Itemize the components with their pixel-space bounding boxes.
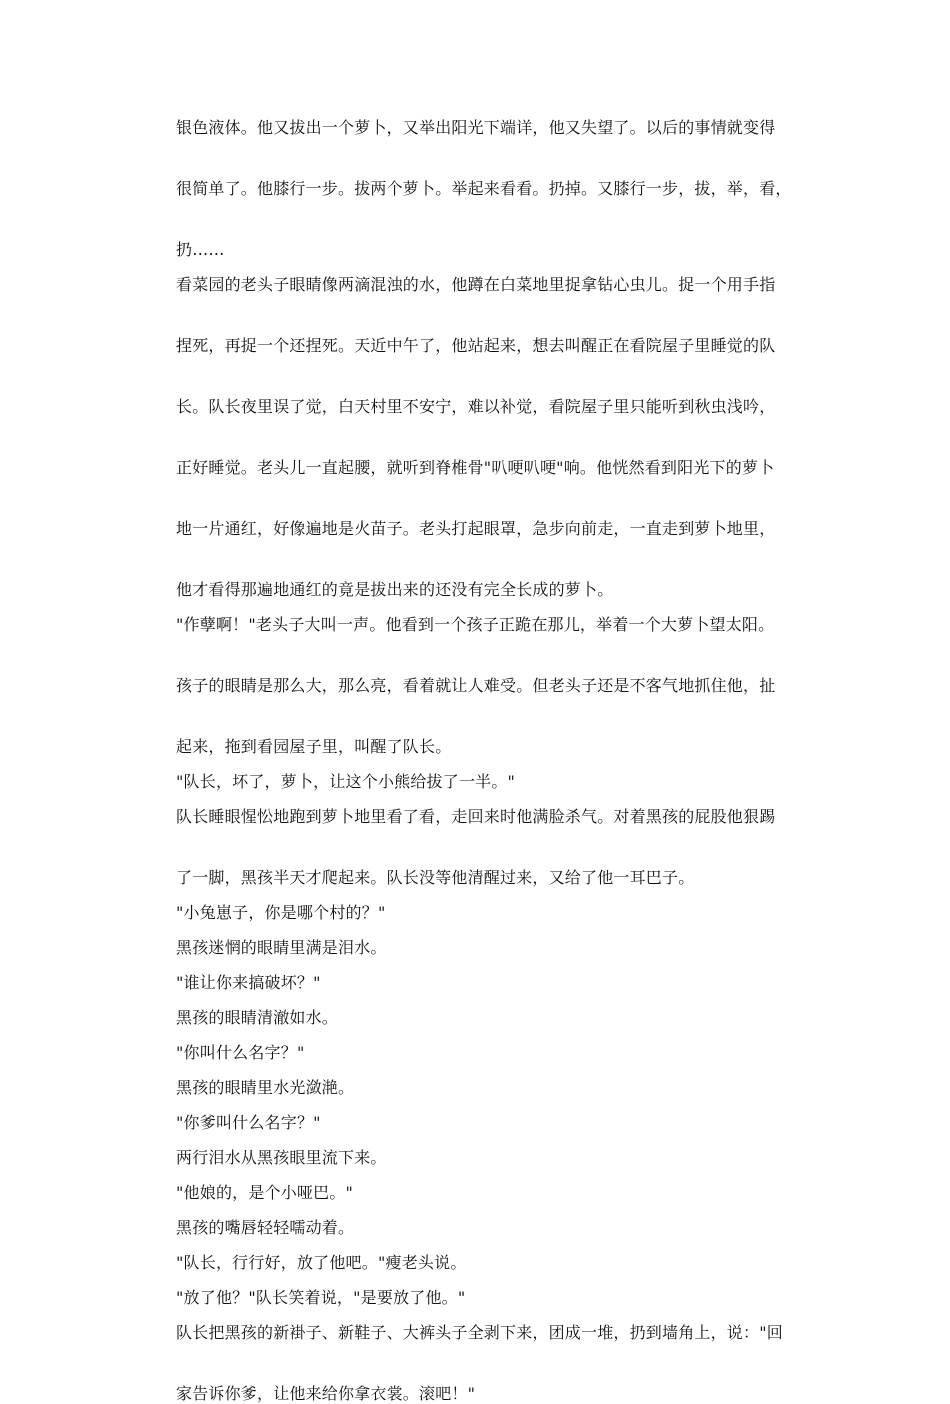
line-gap bbox=[176, 539, 816, 580]
text-line: 黑孩迷惘的眼睛里满是泪水。 bbox=[176, 938, 387, 957]
paragraph bbox=[176, 938, 816, 958]
paragraph bbox=[176, 1078, 816, 1098]
text-line: "他娘的，是个小哑巴。" bbox=[176, 1183, 354, 1202]
paragraph bbox=[176, 1113, 816, 1133]
line-gap bbox=[176, 138, 816, 179]
paragraph bbox=[176, 772, 816, 792]
text-line: "作孽啊！"老头子大叫一声。他看到一个孩子正跪在那儿，举着一个大萝卜望太阳。 bbox=[176, 615, 775, 634]
paragraph bbox=[176, 1253, 816, 1273]
text-line: 家告诉你爹，让他来给你拿衣裳。滚吧！" bbox=[176, 1384, 476, 1403]
paragraph-gap bbox=[176, 1238, 816, 1253]
text-line: 黑孩的嘴唇轻轻嚅动着。 bbox=[176, 1218, 355, 1237]
paragraph-gap bbox=[176, 1168, 816, 1183]
text-line: 长。队长夜里误了觉，白天村里不安宁，难以补觉，看院屋子里只能听到秋虫浅吟， bbox=[176, 397, 776, 416]
paragraph bbox=[176, 1183, 816, 1203]
text-line: 很简单了。他膝行一步。拔两个萝卜。举起来看看。扔掉。又膝行一步，拔，举，看， bbox=[176, 179, 792, 198]
paragraph-gap bbox=[176, 958, 816, 973]
text-line: 正好睡觉。老头儿一直起腰，就听到脊椎骨"叭哽叭哽"响。他恍然看到阳光下的萝卜 bbox=[176, 458, 775, 477]
text-line: 他才看得那遍地通红的竟是拔出来的还没有完全长成的萝卜。 bbox=[176, 580, 614, 599]
line-gap bbox=[176, 417, 816, 458]
text-line: 孩子的眼睛是那么大，那么亮，看着就让人难受。但老头子还是不客气地抓住他，扯 bbox=[176, 676, 776, 695]
paragraph-gap bbox=[176, 1098, 816, 1113]
paragraph-gap bbox=[176, 792, 816, 807]
paragraph-gap bbox=[176, 993, 816, 1008]
text-line: 黑孩的眼睛清澈如水。 bbox=[176, 1008, 339, 1027]
text-line: "队长，行行好，放了他吧。"瘦老头说。 bbox=[176, 1253, 467, 1272]
text-line: 扔…… bbox=[176, 240, 225, 259]
text-line: 队长睡眼惺忪地跑到萝卜地里看了看，走回来时他满脸杀气。对着黑孩的屁股他狠踢 bbox=[176, 807, 776, 826]
text-line: 银色液体。他又拔出一个萝卜，又举出阳光下端详，他又失望了。以后的事情就变得 bbox=[176, 118, 776, 137]
paragraph-gap bbox=[176, 757, 816, 772]
text-line: 了一脚，黑孩半天才爬起来。队长没等他清醒过来，又给了他一耳巴子。 bbox=[176, 868, 695, 887]
document-page bbox=[176, 118, 816, 1404]
line-gap bbox=[176, 295, 816, 336]
paragraph-gap bbox=[176, 923, 816, 938]
paragraph bbox=[176, 1008, 816, 1028]
text-line: 看菜园的老头子眼睛像两滴混浊的水，他蹲在白菜地里捉拿钻心虫儿。捉一个用手指 bbox=[176, 275, 776, 294]
paragraph-gap bbox=[176, 1028, 816, 1043]
paragraph bbox=[176, 973, 816, 993]
text-line: 捏死，再捉一个还捏死。天近中午了，他站起来，想去叫醒正在看院屋子里睡觉的队 bbox=[176, 336, 776, 355]
paragraph-gap bbox=[176, 1063, 816, 1078]
paragraph bbox=[176, 1218, 816, 1238]
paragraph bbox=[176, 275, 816, 600]
line-gap bbox=[176, 356, 816, 397]
text-line: 地一片通红，好像遍地是火苗子。老头打起眼罩，急步向前走，一直走到萝卜地里， bbox=[176, 519, 776, 538]
text-line: "队长，坏了，萝卜，让这个小熊给拔了一半。" bbox=[176, 772, 516, 791]
line-gap bbox=[176, 1343, 816, 1384]
paragraph bbox=[176, 615, 816, 757]
text-line: "小兔崽子，你是哪个村的？" bbox=[176, 903, 386, 922]
text-line: "你爹叫什么名字？" bbox=[176, 1113, 321, 1132]
text-line: 起来，拖到看园屋子里，叫醒了队长。 bbox=[176, 737, 452, 756]
line-gap bbox=[176, 696, 816, 737]
line-gap bbox=[176, 635, 816, 676]
line-gap bbox=[176, 199, 816, 240]
paragraph-gap bbox=[176, 888, 816, 903]
paragraph-gap bbox=[176, 1273, 816, 1288]
paragraph bbox=[176, 118, 816, 260]
paragraph bbox=[176, 903, 816, 923]
paragraph bbox=[176, 1288, 816, 1308]
paragraph bbox=[176, 1148, 816, 1168]
text-line: "谁让你来搞破坏？" bbox=[176, 973, 321, 992]
paragraph bbox=[176, 807, 816, 888]
text-line: "放了他？"队长笑着说，"是要放了他。" bbox=[176, 1288, 466, 1307]
text-line: 黑孩的眼睛里水光潋滟。 bbox=[176, 1078, 355, 1097]
text-line: 队长把黑孩的新褂子、新鞋子、大裤头子全剥下来，团成一堆，扔到墙角上，说："回 bbox=[176, 1323, 783, 1342]
line-gap bbox=[176, 827, 816, 868]
paragraph-gap bbox=[176, 1203, 816, 1218]
paragraph-gap bbox=[176, 260, 816, 275]
text-line: "你叫什么名字？" bbox=[176, 1043, 305, 1062]
text-line: 两行泪水从黑孩眼里流下来。 bbox=[176, 1148, 387, 1167]
paragraph-gap bbox=[176, 1133, 816, 1148]
paragraph bbox=[176, 1323, 816, 1404]
line-gap bbox=[176, 478, 816, 519]
paragraph-gap bbox=[176, 1308, 816, 1323]
paragraph bbox=[176, 1043, 816, 1063]
paragraph-gap bbox=[176, 600, 816, 615]
